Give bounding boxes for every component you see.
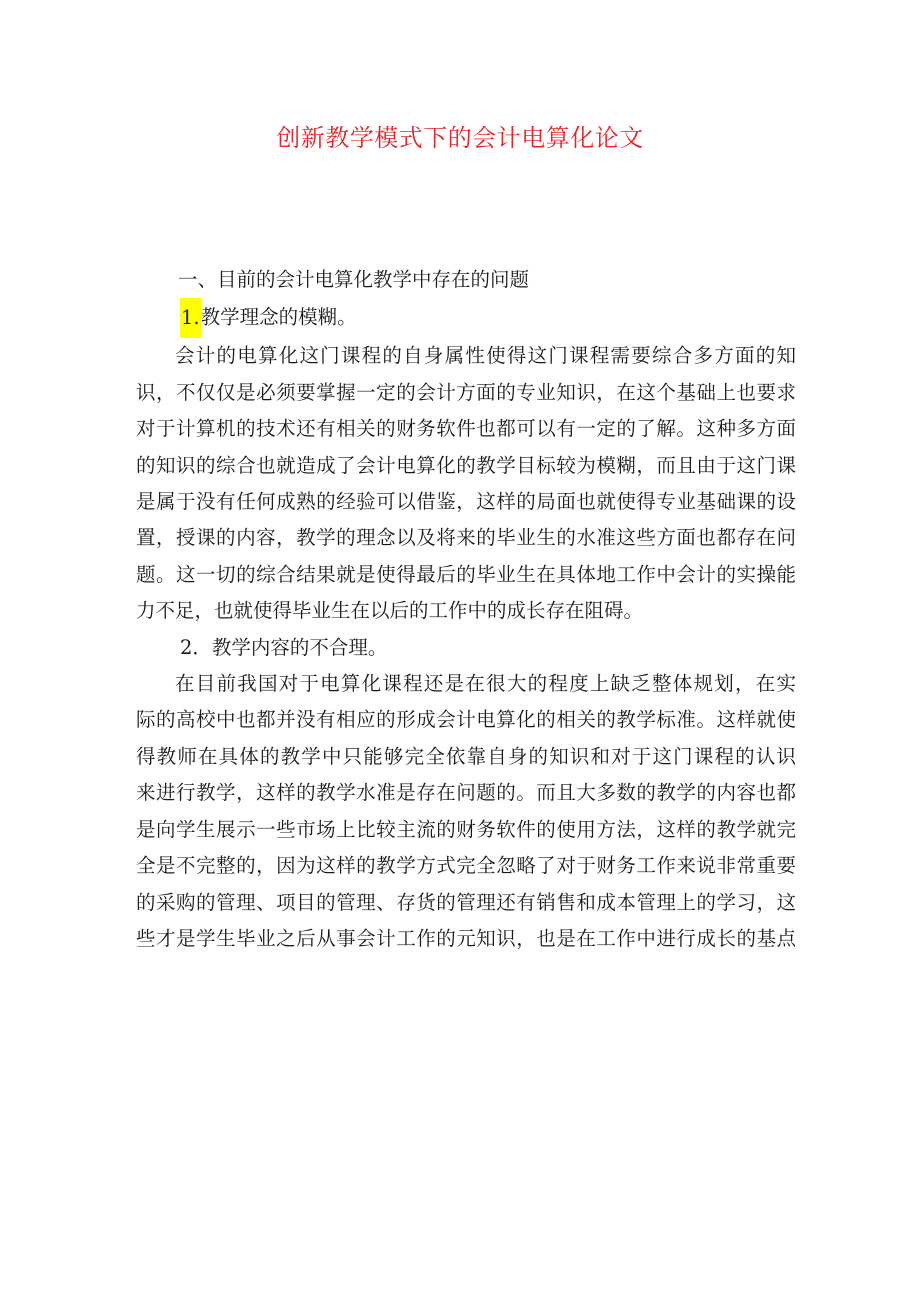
section-heading: 一、目前的会计电算化教学中存在的问题: [178, 268, 530, 291]
paragraph-line: 的知识的综合也就造成了会计电算化的教学目标较为模糊，而且由于这门课: [136, 453, 796, 477]
highlighted-number: 1.: [180, 298, 201, 338]
paragraph-line: 来进行教学，这样的教学水准是存在问题的。而且大多数的教学的内容也都: [136, 781, 796, 805]
item-heading-1: [136, 298, 796, 338]
paragraph-line: 识，不仅仅是必须要掌握一定的会计方面的专业知识，在这个基础上也要求: [136, 380, 796, 404]
document-title: 创新教学模式下的会计电算化论文: [276, 124, 644, 152]
item-heading-1-text: 教学理念的模糊。: [200, 305, 357, 329]
item-heading-2: 2．教学内容的不合理。: [180, 635, 388, 659]
paragraph-2: [136, 666, 796, 957]
paragraph-line: 际的高校中也都并没有相应的形成会计电算化的相关的教学标准。这样就使: [136, 708, 796, 732]
paragraph-line: 是属于没有任何成熟的经验可以借鉴，这样的局面也就使得专业基础课的设: [136, 490, 796, 514]
paragraph-line: 的采购的管理、项目的管理、存货的管理还有销售和成本管理上的学习，这: [136, 890, 796, 914]
paragraph-line: 全是不完整的，因为这样的教学方式完全忽略了对于财务工作来说非常重要: [136, 854, 796, 878]
paragraph-line: 些才是学生毕业之后从事会计工作的元知识，也是在工作中进行成长的基点: [136, 926, 796, 950]
paragraph-line: 得教师在具体的教学中只能够完全依靠自身的知识和对于这门课程的认识: [136, 744, 796, 768]
paragraph-line: 置，授课的内容，教学的理念以及将来的毕业生的水准这些方面也都存在问: [136, 526, 796, 550]
paragraph-1: [136, 338, 796, 629]
paragraph-line: 力不足，也就使得毕业生在以后的工作中的成长存在阻碍。: [136, 599, 644, 623]
paragraph-line: 对于计算机的技术还有相关的财务软件也都可以有一定的了解。这种多方面: [136, 417, 796, 441]
document-body: [136, 262, 796, 957]
paragraph-line: 会计的电算化这门课程的自身属性使得这门课程需要综合多方面的知: [175, 344, 796, 368]
paragraph-line: 在目前我国对于电算化课程还是在很大的程度上缺乏整体规划，在实: [175, 672, 796, 696]
paragraph-line: 是向学生展示一些市场上比较主流的财务软件的使用方法，这样的教学就完: [136, 817, 796, 841]
paragraph-line: 题。这一切的综合结果就是使得最后的毕业生在具体地工作中会计的实操能: [136, 562, 796, 586]
